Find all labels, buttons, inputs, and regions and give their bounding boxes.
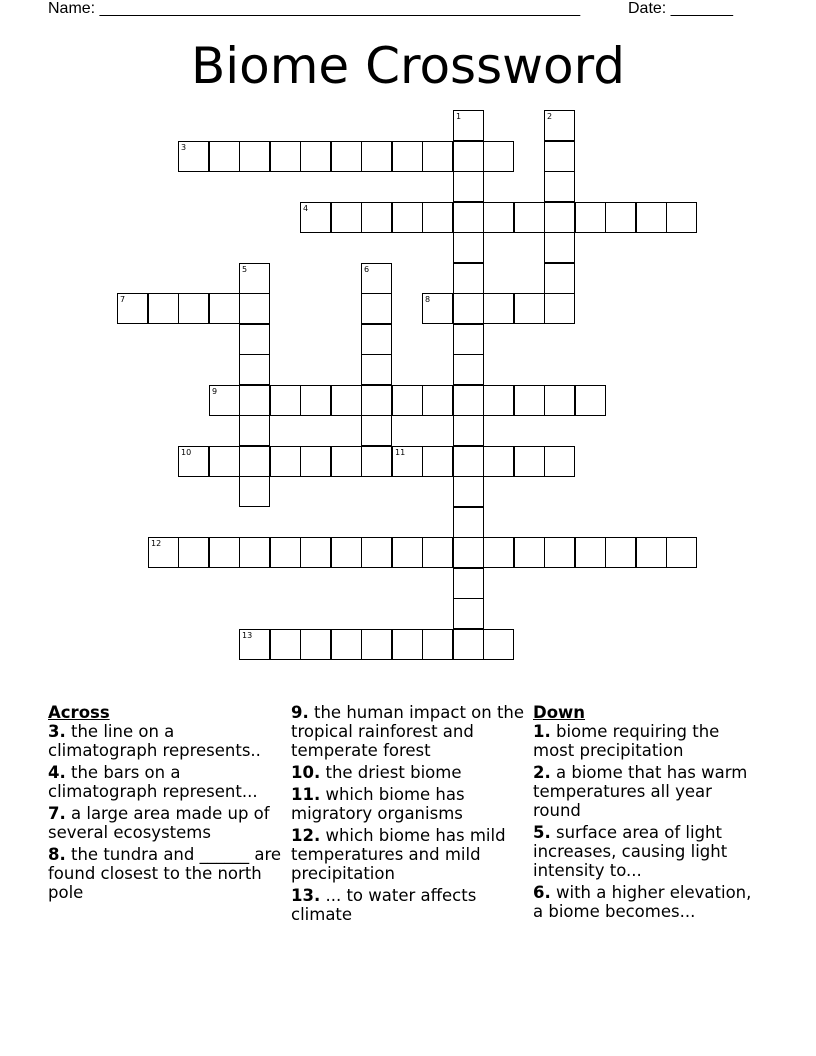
crossword-cell[interactable] <box>239 354 270 385</box>
crossword-cell[interactable] <box>544 232 575 263</box>
crossword-cell[interactable] <box>209 537 240 568</box>
crossword-cell[interactable] <box>483 537 514 568</box>
clue-number-label: 5 <box>242 265 248 274</box>
crossword-cell[interactable] <box>422 537 453 568</box>
across-clues-column-2 <box>291 703 526 927</box>
crossword-cell[interactable] <box>605 537 636 568</box>
crossword-cell[interactable] <box>453 568 484 599</box>
crossword-cell[interactable] <box>453 537 484 568</box>
clue-across-4: 4. the bars on a climatograph represent... <box>48 763 258 801</box>
crossword-cell[interactable] <box>331 202 362 233</box>
crossword-cell[interactable] <box>636 537 667 568</box>
clue-number-label: 10 <box>181 448 192 457</box>
clue-number-label: 1 <box>456 112 462 121</box>
crossword-cell[interactable] <box>239 293 270 324</box>
crossword-cell[interactable] <box>575 537 606 568</box>
crossword-cell[interactable] <box>544 446 575 477</box>
crossword-cell[interactable] <box>300 385 331 416</box>
crossword-cell[interactable] <box>422 293 453 324</box>
crossword-cell[interactable] <box>117 293 148 324</box>
crossword-cell[interactable] <box>422 385 453 416</box>
clue-number-label: 8 <box>425 295 431 304</box>
clue-down-5: 5. surface area of light increases, causing light intensity to... <box>533 823 728 880</box>
crossword-cell[interactable] <box>300 446 331 477</box>
crossword-cell[interactable] <box>453 141 484 172</box>
crossword-cell[interactable] <box>544 263 575 294</box>
crossword-cell[interactable] <box>361 293 392 324</box>
crossword-cell[interactable] <box>239 263 270 294</box>
clue-number-label: 11 <box>395 448 406 457</box>
crossword-cell[interactable] <box>148 537 179 568</box>
crossword-cell[interactable] <box>392 537 423 568</box>
clue-number-label: 13 <box>242 631 253 640</box>
crossword-cell[interactable] <box>178 141 209 172</box>
crossword-cell[interactable] <box>453 476 484 507</box>
crossword-cell[interactable] <box>514 537 545 568</box>
crossword-cell[interactable] <box>331 446 362 477</box>
crossword-cell[interactable] <box>392 629 423 660</box>
crossword-cell[interactable] <box>666 202 697 233</box>
crossword-cell[interactable] <box>239 324 270 355</box>
crossword-cell[interactable] <box>178 293 209 324</box>
crossword-cell[interactable] <box>209 293 240 324</box>
crossword-cell[interactable] <box>270 537 301 568</box>
crossword-cell[interactable] <box>239 476 270 507</box>
crossword-cell[interactable] <box>544 110 575 141</box>
crossword-cell[interactable] <box>361 446 392 477</box>
down-heading: Down <box>533 703 586 722</box>
crossword-cell[interactable] <box>453 171 484 202</box>
clue-across-3: 3. the line on a climatograph represents.. <box>48 722 261 760</box>
crossword-cell[interactable] <box>514 446 545 477</box>
crossword-cell[interactable] <box>361 263 392 294</box>
clue-number-label: 9 <box>212 387 218 396</box>
down-clues-column <box>533 703 763 924</box>
crossword-cell[interactable] <box>239 415 270 446</box>
clue-across-10: 10. the driest biome <box>291 763 462 782</box>
crossword-cell[interactable] <box>453 263 484 294</box>
date-field-label: Date: _______ <box>628 0 733 17</box>
crossword-cell[interactable] <box>483 385 514 416</box>
crossword-cell[interactable] <box>483 141 514 172</box>
crossword-cell[interactable] <box>544 537 575 568</box>
crossword-cell[interactable] <box>605 202 636 233</box>
crossword-cell[interactable] <box>453 354 484 385</box>
crossword-cell[interactable] <box>331 385 362 416</box>
crossword-cell[interactable] <box>544 141 575 172</box>
crossword-cell[interactable] <box>422 141 453 172</box>
crossword-cell[interactable] <box>239 446 270 477</box>
crossword-cell[interactable] <box>453 385 484 416</box>
crossword-cell[interactable] <box>453 232 484 263</box>
crossword-cell[interactable] <box>483 629 514 660</box>
crossword-cell[interactable] <box>361 537 392 568</box>
crossword-cell[interactable] <box>239 141 270 172</box>
crossword-cell[interactable] <box>331 629 362 660</box>
crossword-cell[interactable] <box>148 293 179 324</box>
clue-down-6: 6. with a higher elevation, a biome becomes... <box>533 883 752 921</box>
crossword-cell[interactable] <box>392 202 423 233</box>
crossword-cell[interactable] <box>392 141 423 172</box>
crossword-cell[interactable] <box>331 537 362 568</box>
crossword-cell[interactable] <box>270 629 301 660</box>
clue-number-label: 2 <box>547 112 553 121</box>
clue-across-11: 11. which biome has migratory organisms <box>291 785 465 823</box>
crossword-cell[interactable] <box>544 202 575 233</box>
crossword-cell[interactable] <box>300 629 331 660</box>
across-clues-column-1 <box>48 703 283 905</box>
clue-across-9: 9. the human impact on the tropical rainforest and temperate forest <box>291 703 525 760</box>
clue-across-7: 7. a large area made up of several ecosystems <box>48 804 270 842</box>
crossword-cell[interactable] <box>300 141 331 172</box>
crossword-cell[interactable] <box>209 385 240 416</box>
crossword-cell[interactable] <box>361 385 392 416</box>
page-title: Biome Crossword <box>190 37 626 95</box>
clue-across-12: 12. which biome has mild temperatures and mild precipitation <box>291 826 506 883</box>
crossword-cell[interactable] <box>575 202 606 233</box>
crossword-cell[interactable] <box>453 202 484 233</box>
clue-number-label: 3 <box>181 143 187 152</box>
clue-across-8: 8. the tundra and ______ are found closest to the north pole <box>48 845 282 902</box>
crossword-cell[interactable] <box>544 385 575 416</box>
crossword-cell[interactable] <box>209 141 240 172</box>
crossword-cell[interactable] <box>392 446 423 477</box>
crossword-cell[interactable] <box>483 293 514 324</box>
crossword-cell[interactable] <box>453 324 484 355</box>
crossword-cell[interactable] <box>392 385 423 416</box>
crossword-cell[interactable] <box>422 446 453 477</box>
crossword-cell[interactable] <box>636 202 667 233</box>
crossword-cell[interactable] <box>422 629 453 660</box>
crossword-cell[interactable] <box>483 446 514 477</box>
crossword-cell[interactable] <box>453 415 484 446</box>
crossword-cell[interactable] <box>361 354 392 385</box>
crossword-cell[interactable] <box>300 202 331 233</box>
across-heading: Across <box>48 703 110 722</box>
crossword-cell[interactable] <box>453 293 484 324</box>
name-field-label: Name: ______________________________________________________ <box>48 0 581 17</box>
crossword-cell[interactable] <box>422 202 453 233</box>
crossword-cell[interactable] <box>666 537 697 568</box>
crossword-cell[interactable] <box>514 202 545 233</box>
clue-number-label: 12 <box>151 539 162 548</box>
crossword-cell[interactable] <box>239 385 270 416</box>
crossword-cell[interactable] <box>453 507 484 538</box>
clue-down-2: 2. a biome that has warm temperatures all year round <box>533 763 748 820</box>
crossword-cell[interactable] <box>514 293 545 324</box>
crossword-cell[interactable] <box>209 446 240 477</box>
crossword-cell[interactable] <box>361 629 392 660</box>
crossword-cell[interactable] <box>544 171 575 202</box>
crossword-cell[interactable] <box>270 446 301 477</box>
crossword-cell[interactable] <box>270 385 301 416</box>
crossword-cell[interactable] <box>300 537 331 568</box>
crossword-cell[interactable] <box>453 110 484 141</box>
crossword-cell[interactable] <box>361 141 392 172</box>
crossword-cell[interactable] <box>453 629 484 660</box>
crossword-cell[interactable] <box>361 202 392 233</box>
clue-across-13: 13. ... to water affects climate <box>291 886 477 924</box>
crossword-cell[interactable] <box>239 629 270 660</box>
crossword-cell[interactable] <box>575 385 606 416</box>
crossword-cell[interactable] <box>361 324 392 355</box>
crossword-cell[interactable] <box>331 141 362 172</box>
clue-number-label: 6 <box>364 265 370 274</box>
crossword-cell[interactable] <box>483 202 514 233</box>
crossword-cell[interactable] <box>544 293 575 324</box>
crossword-cell[interactable] <box>239 537 270 568</box>
crossword-cell[interactable] <box>178 446 209 477</box>
clue-number-label: 7 <box>120 295 126 304</box>
clue-down-1: 1. biome requiring the most precipitation <box>533 722 720 760</box>
crossword-cell[interactable] <box>270 141 301 172</box>
crossword-cell[interactable] <box>361 415 392 446</box>
clue-number-label: 4 <box>303 204 309 213</box>
crossword-cell[interactable] <box>178 537 209 568</box>
crossword-cell[interactable] <box>514 385 545 416</box>
crossword-cell[interactable] <box>453 446 484 477</box>
crossword-cell[interactable] <box>453 598 484 629</box>
